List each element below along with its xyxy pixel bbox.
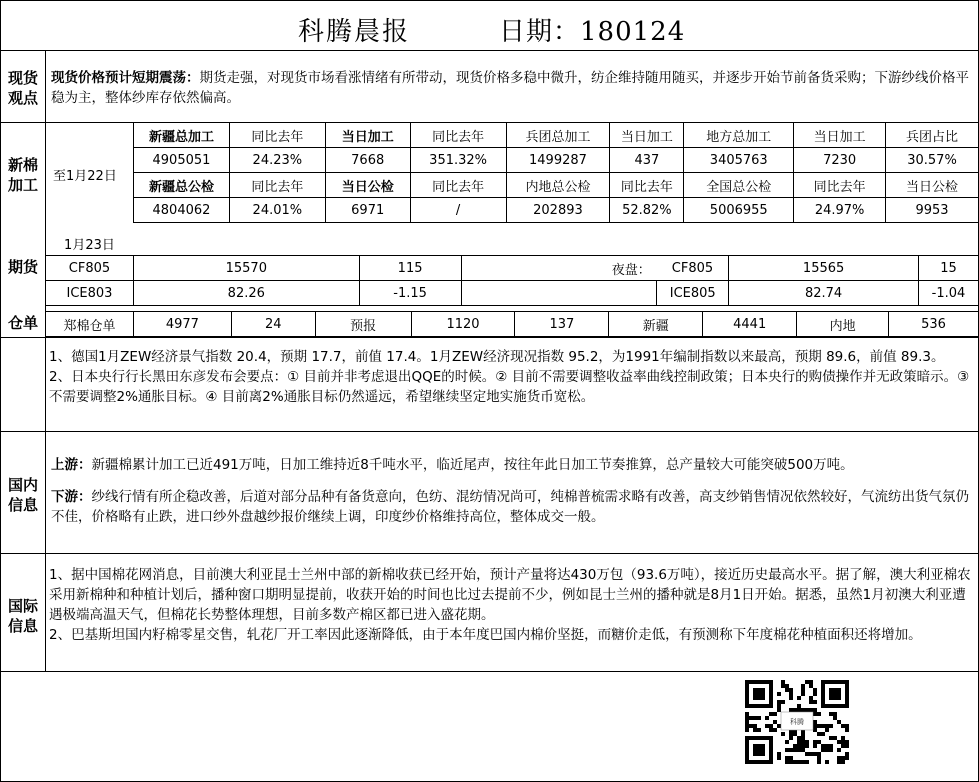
table-cell	[461, 281, 657, 306]
table-cell: CF805	[657, 256, 729, 281]
table-cell: 24.01%	[229, 198, 325, 223]
table-cell: 新疆	[609, 312, 703, 337]
table-header-cell: 全国总公检	[684, 173, 794, 198]
table-cell: 24.23%	[229, 148, 325, 173]
spot-text: 期货走强，对现货市场看涨情绪有所带动，现货价格多稳中微升，纺企维持随用随买，并逐步开始节前备货采购；下游纱线价格平稳为主，整体纱库存依然偏高。	[51, 70, 969, 106]
table-header-cell: 兵团总加工	[506, 123, 610, 148]
divider	[1, 431, 978, 432]
table-cell: 6971	[325, 198, 410, 223]
table-row	[134, 198, 979, 223]
report-body	[0, 50, 979, 782]
spot-heading: 现货价格预计短期震荡：	[51, 70, 200, 86]
international-news-item: 1、据中国棉花网消息，目前澳大利亚昆士兰州中部的新棉收获已经开始，预计产量将达430万包（93.6万吨），接近历史最高水平。据了解，澳大利亚棉农采用新棉种和种植计划后，播种窗口期明显提前，收获开始的时间也比过去提前不少，例如昆士兰州的播种就是8月1日开始。据悉，虽然1月初澳大利亚遭遇极端高温天气，但棉花长势整体理想，目前多数产棉区都已进入盛花期。	[49, 567, 971, 623]
table-cell: 7230	[794, 148, 886, 173]
table-cell	[133, 231, 978, 256]
table-header-cell: 同比去年	[410, 173, 506, 198]
table-cell: 1499287	[506, 148, 610, 173]
table-cell: 202893	[506, 198, 610, 223]
table-header-cell: 同比去年	[410, 123, 506, 148]
table-cell: CF805	[46, 256, 134, 281]
divider	[1, 553, 978, 554]
macro-news	[49, 347, 974, 407]
table-cell: -1.15	[359, 281, 461, 306]
table-cell: 1120	[411, 312, 515, 337]
table-row	[46, 231, 979, 256]
table-header-cell: 当日公检	[886, 173, 979, 198]
table-cell: ICE803	[46, 281, 134, 306]
table-cell: 4977	[133, 312, 231, 337]
table-header-cell: 新疆总加工	[134, 123, 230, 148]
table-row	[134, 173, 979, 198]
table-row	[46, 312, 979, 337]
table-cell: 30.57%	[886, 148, 979, 173]
table-cell: 137	[515, 312, 609, 337]
table-cell: 5006955	[684, 198, 794, 223]
table-header-cell: 新疆总公检	[134, 173, 230, 198]
table-header-cell: 同比去年	[610, 173, 684, 198]
table-cell: 351.32%	[410, 148, 506, 173]
table-cell: 15565	[729, 256, 919, 281]
table-cell: 52.82%	[610, 198, 684, 223]
new-cotton-label: 新棉 加工	[7, 156, 38, 194]
futures-table	[45, 231, 979, 306]
downstream-text: 纱线行情有所企稳改善，后道对部分品种有备货意向，色纺、混纺情况尚可，纯棉普梳需求略有改善，高支纱销售情况依然较好，气流纺出货气氛仍不佳，价格略有止跌，进口纱外盘越纱报价继续上调，印度纱价格维持高位，整体成交一般。	[51, 489, 969, 525]
table-cell: 536	[889, 312, 979, 337]
table-cell: /	[410, 198, 506, 223]
table-cell: 7668	[325, 148, 410, 173]
table-header-cell: 地方总加工	[684, 123, 794, 148]
table-header-cell: 当日加工	[794, 123, 886, 148]
table-cell: 115	[359, 256, 461, 281]
table-header-cell: 当日加工	[610, 123, 684, 148]
international-label: 国际 信息	[7, 597, 38, 635]
spot-paragraph	[51, 68, 973, 108]
downstream-paragraph	[51, 487, 975, 527]
futures-label: 期货	[7, 258, 38, 276]
international-news-item: 2、巴基斯坦国内籽棉零星交售，轧花厂开工率因此逐渐降低，由于本年度巴国内棉价坚挺，而糖价走低，有预测称下年度棉花种植面积还将增加。	[49, 627, 922, 643]
qr-code-icon	[745, 680, 849, 764]
warehouse-label: 仓单	[7, 314, 38, 332]
table-cell: 15570	[133, 256, 359, 281]
qr-caption: 科腾	[790, 718, 804, 726]
table-row	[134, 123, 979, 148]
futures-date: 1月23日	[46, 231, 134, 256]
table-cell: 24	[231, 312, 315, 337]
night-session-label: 夜盘：	[461, 256, 657, 281]
table-cell: -1.04	[918, 281, 978, 306]
table-cell: 9953	[886, 198, 979, 223]
international-info	[49, 565, 975, 645]
table-header-cell: 内地总公检	[506, 173, 610, 198]
left-column-divider	[45, 51, 46, 671]
table-header-cell: 同比去年	[794, 173, 886, 198]
table-row	[46, 256, 979, 281]
upstream-text: 新疆棉累计加工已近491万吨，日加工维持近8千吨水平，临近尾声，按往年此日加工节奏推算，总产量较大可能突破500万吨。	[91, 457, 854, 473]
divider	[1, 671, 978, 672]
table-cell: 内地	[797, 312, 889, 337]
downstream-label: 下游：	[51, 489, 92, 505]
table-header-cell: 当日加工	[325, 123, 410, 148]
upstream-paragraph	[51, 455, 975, 475]
table-header-cell: 同比去年	[229, 173, 325, 198]
table-header-cell: 同比去年	[229, 123, 325, 148]
divider	[1, 337, 978, 338]
table-header-cell: 当日公检	[325, 173, 410, 198]
report-title: 科腾晨报	[298, 17, 411, 47]
upstream-label: 上游：	[51, 457, 92, 473]
table-cell: 4905051	[134, 148, 230, 173]
table-row	[134, 148, 979, 173]
table-cell: 82.74	[729, 281, 919, 306]
table-cell: 437	[610, 148, 684, 173]
macro-news-item: 2、日本央行行长黑田东彦发布会要点：① 目前并非考虑退出QQE的时候。② 目前不需要调整收益率曲线控制政策；日本央行的购债操作并无政策暗示。③ 不需要调整2%通胀目标。④ 目前离2%通胀目标仍然遥远，希望继续坚定地实施货币宽松。	[49, 369, 970, 405]
table-cell: 预报	[315, 312, 411, 337]
table-cell: 4804062	[134, 198, 230, 223]
table-cell: 3405763	[684, 148, 794, 173]
macro-news-item: 1、德国1月ZEW经济景气指数 20.4，预期 17.7，前值 17.4。1月ZEW经济现况指数 95.2，为1991年编制指数以来最高，预期 89.6，前值 89.3。	[49, 349, 945, 365]
table-cell: 24.97%	[794, 198, 886, 223]
report-date: 日期：180124	[499, 17, 686, 47]
domestic-label: 国内 信息	[7, 476, 38, 514]
domestic-info	[51, 455, 975, 527]
table-cell: ICE805	[657, 281, 729, 306]
table-cell: 15	[918, 256, 978, 281]
warehouse-table	[45, 311, 979, 337]
spot-label: 现货 观点	[7, 69, 38, 107]
table-cell: 郑棉仓单	[46, 312, 134, 337]
report-header	[0, 0, 979, 51]
table-row	[46, 281, 979, 306]
table-cell: 82.26	[133, 281, 359, 306]
table-header-cell: 兵团占比	[886, 123, 979, 148]
new-cotton-table	[133, 122, 979, 223]
new-cotton-period: 至1月22日	[53, 169, 117, 184]
table-cell: 4441	[703, 312, 797, 337]
